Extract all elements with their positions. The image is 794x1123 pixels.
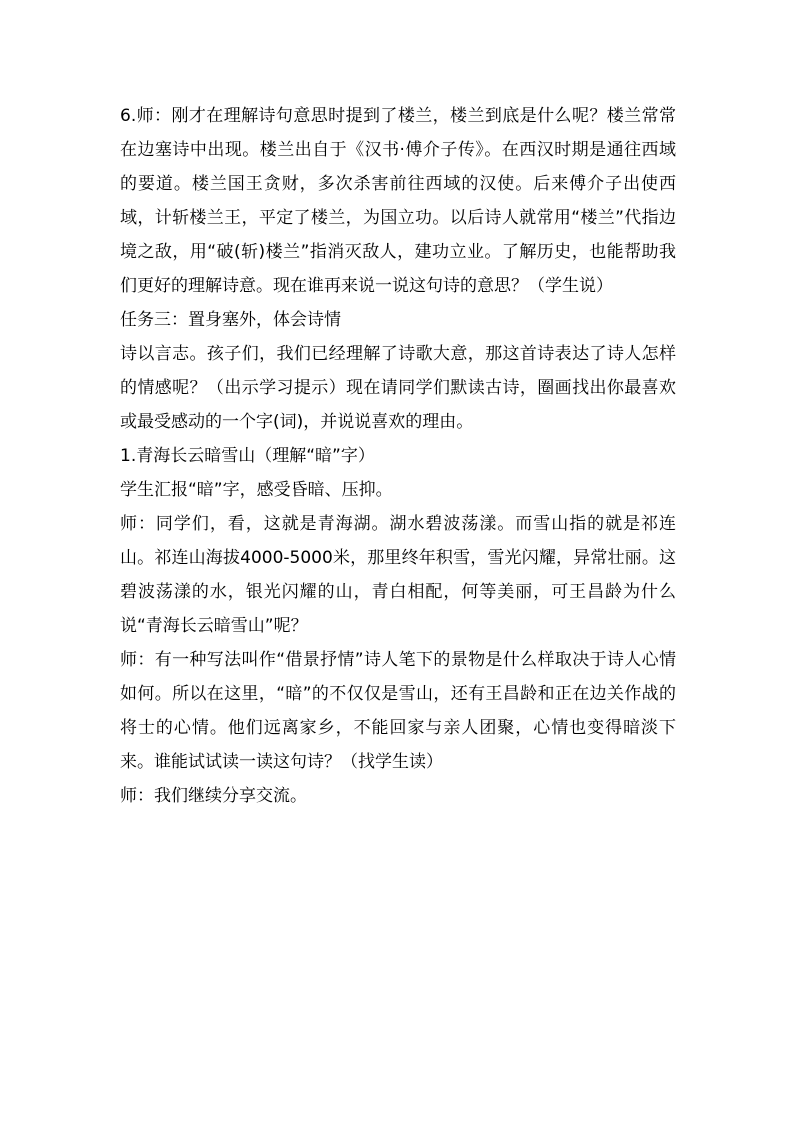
paragraph-poem-emotion: 诗以言志。孩子们，我们已经理解了诗歌大意，那这首诗表达了诗人怎样的情感呢？（出示学习提示）现在请同学们默读古诗，圈画找出你最喜欢或最受感动的一个字(词)，并说说喜欢的理由。 — [120, 344, 676, 432]
paragraph-student-report: 学生汇报“暗”字，感受昏暗、压抑。 — [120, 480, 393, 500]
item-one-heading: 1.青海长云暗雪山（理解“暗”字） — [120, 446, 375, 466]
paragraph-loulan-explanation: 6.师：刚才在理解诗句意思时提到了楼兰，楼兰到底是什么呢？楼兰常常在边塞诗中出现。楼兰出自于《汉书·傅介子传》。在西汉时期是通往西域的要道。楼兰国王贪财，多次杀害前往西域的汉使。后来傅介子出使西域，计斩楼兰王，平定了楼兰，为国立功。以后诗人就常用“楼兰”代指边境之敌，用“破(斩)楼兰”指消灭敌人，建功立业。了解历史，也能帮助我们更好的理解诗意。现在谁再来说一说这句诗的意思？（学生说） — [120, 106, 676, 296]
paragraph-qinghai-lake: 师：同学们，看，这就是青海湖。湖水碧波荡漾。而雪山指的就是祁连山。祁连山海拔4000-5000米，那里终年积雪，雪光闪耀，异常壮丽。这碧波荡漾的水，银光闪耀的山，青白相配，何等美丽，可王昌龄为什么说“青海长云暗雪山”呢？ — [120, 514, 676, 636]
paragraph-continue-sharing: 师：我们继续分享交流。 — [120, 786, 307, 806]
paragraph-borrow-scenery: 师：有一种写法叫作“借景抒情”诗人笔下的景物是什么样取决于诗人心情如何。所以在这里，“暗”的不仅仅是雪山，还有王昌龄和正在边关作战的将士的心情。他们远离家乡，不能回家与亲人团聚，心情也变得暗淡下来。谁能试试读一读这句诗？（找学生读） — [120, 650, 676, 772]
task-three-heading: 任务三：置身塞外，体会诗情 — [120, 310, 341, 330]
document-body — [120, 99, 676, 813]
